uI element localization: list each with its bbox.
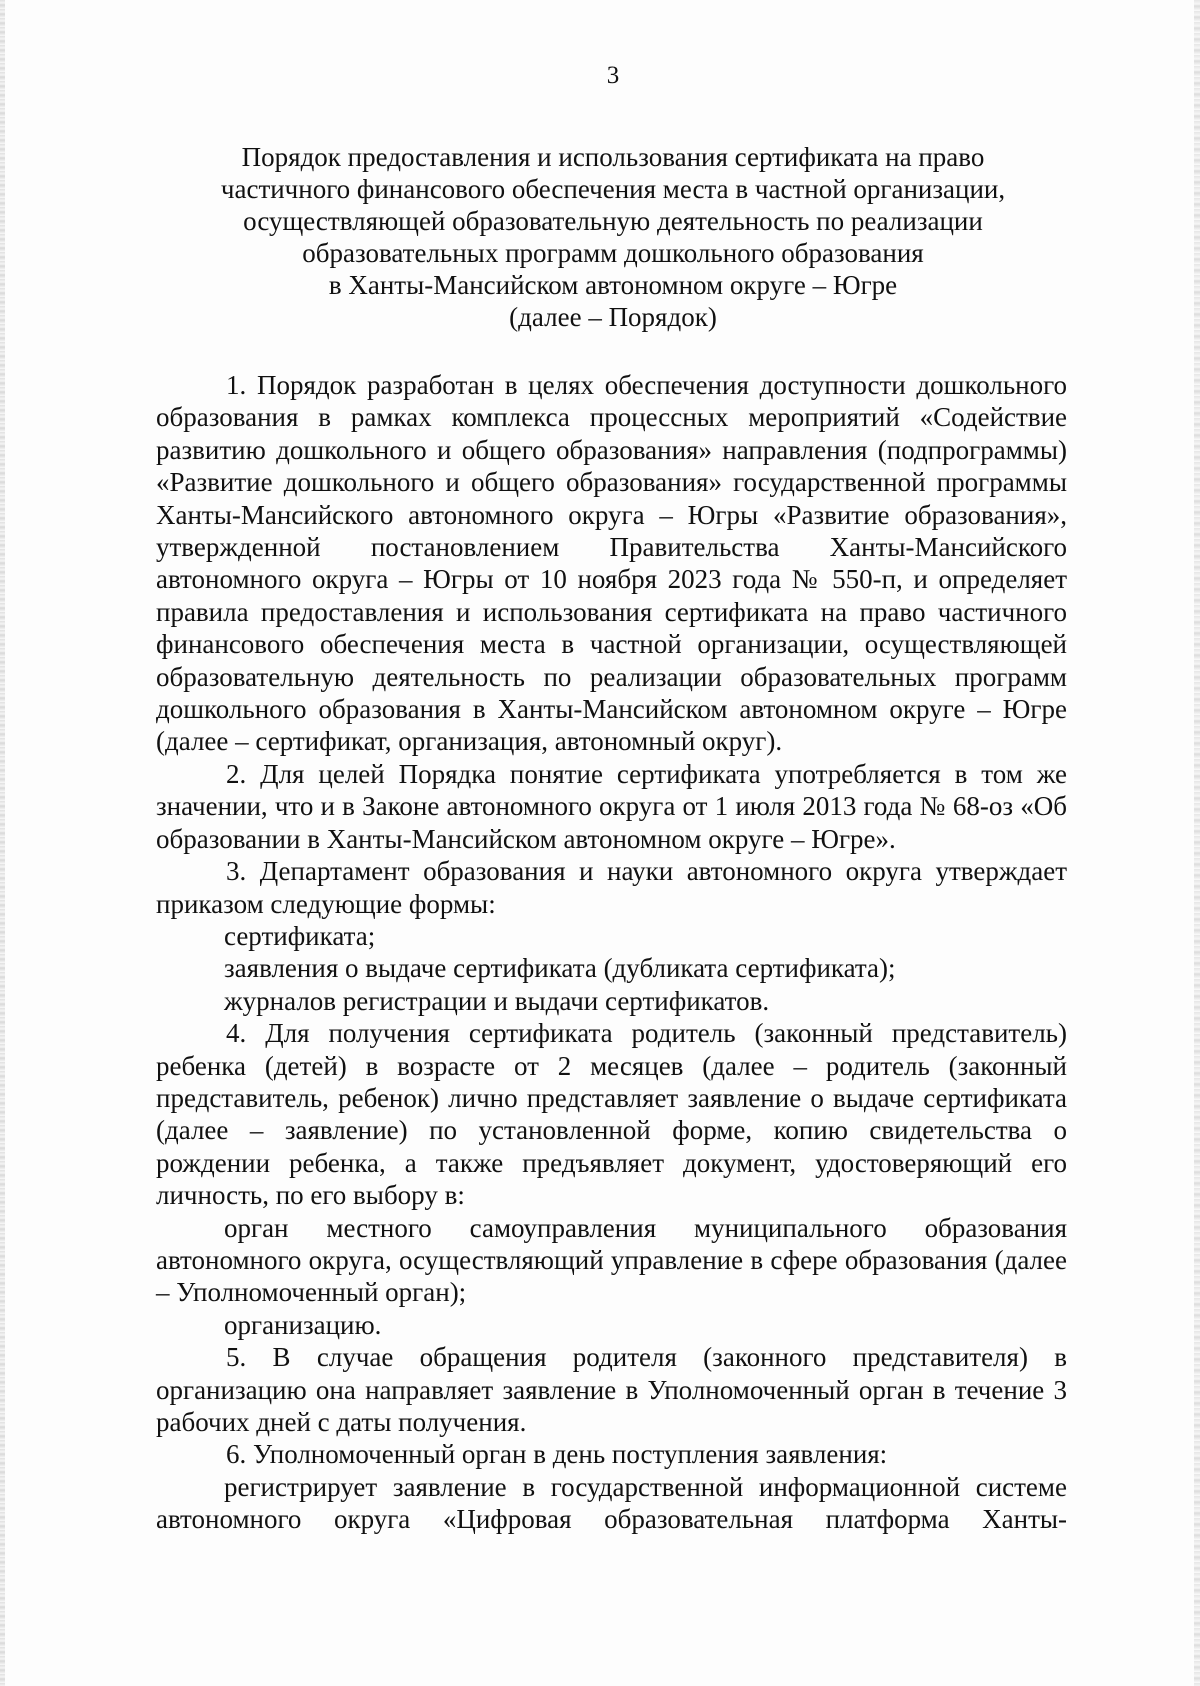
title-line: Порядок предоставления и использования сертификата на право bbox=[241, 142, 985, 172]
list-item-organization: организацию. bbox=[224, 1309, 382, 1340]
list-item-authorized-body: орган местного самоуправления муниципального образования автономного округа, осуществляющий управление в сфере образования (далее – Уполномоченный орган); bbox=[156, 1212, 1067, 1308]
title-line: частичного финансового обеспечения места в частной организации, bbox=[220, 174, 1006, 204]
paragraph-1: 1. Порядок разработан в целях обеспечения доступности дошкольного образования в рамках комплекса процессных мероприятий «Содействие развитию дошкольного и общего образования» направления (подпрограммы) «Развитие дошкольного и общего образования» государственной программы Ханты-Мансийского автономного округа – Югры «Развитие образования», утвержденной постановлением Правительства Ханты-Мансийского автономного округа – Югры от 10 ноября 2023 года № 550-п, и определяет правила предоставления и использования сертификата на право частичного финансового обеспечения места в частной организации, осуществляющей образовательную деятельность по реализации образовательных программ дошкольного образования в Ханты-Мансийском автономном округе – Югре (далее – сертификат, организация, автономный округ). bbox=[156, 370, 1067, 757]
list-item-registers-application: регистрирует заявление в государственной информационной системе автономного округа «Цифровая образовательная платформа Ханты- bbox=[156, 1471, 1067, 1535]
scan-edge-left bbox=[0, 0, 5, 1686]
page-number: 3 bbox=[606, 62, 620, 89]
paragraph-3: 3. Департамент образования и науки автономного округа утверждает приказом следующие формы: bbox=[156, 856, 1067, 919]
title-line: в Ханты-Мансийском автономном округе – Югре bbox=[328, 270, 898, 300]
list-item-certificate-form: сертификата; bbox=[224, 920, 376, 951]
document-title bbox=[120, 141, 1106, 333]
title-line: (далее – Порядок) bbox=[509, 302, 717, 332]
document-body bbox=[156, 369, 1067, 1536]
paragraph-5: 5. В случае обращения родителя (законного представителя) в организацию она направляет заявление в Уполномоченный орган в течение 3 рабочих дней с даты получения. bbox=[156, 1342, 1067, 1437]
list-item-registration-journals: журналов регистрации и выдачи сертификатов. bbox=[224, 985, 770, 1016]
paragraph-4: 4. Для получения сертификата родитель (законный представитель) ребенка (детей) в возрасте от 2 месяцев (далее – родитель (законный представитель, ребенок) лично представляет заявление о выдаче сертификата (далее – заявление) по установленной форме, копию свидетельства о рождении ребенка, а также предъявляет документ, удостоверяющий его личность, по его выбору в: bbox=[156, 1018, 1067, 1211]
scan-edge-right bbox=[1194, 0, 1200, 1686]
paragraph-6: 6. Уполномоченный орган в день поступления заявления: bbox=[226, 1439, 888, 1470]
paragraph-2: 2. Для целей Порядка понятие сертификата употребляется в том же значении, что и в Законе автономного округа от 1 июля 2013 года № 68-оз «Об образовании в Ханты-Мансийском автономном округе – Югре». bbox=[156, 758, 1067, 854]
list-item-application-form: заявления о выдаче сертификата (дубликата сертификата); bbox=[224, 953, 896, 984]
title-line: осуществляющей образовательную деятельность по реализации bbox=[243, 206, 983, 236]
title-line: образовательных программ дошкольного образования bbox=[302, 238, 924, 268]
